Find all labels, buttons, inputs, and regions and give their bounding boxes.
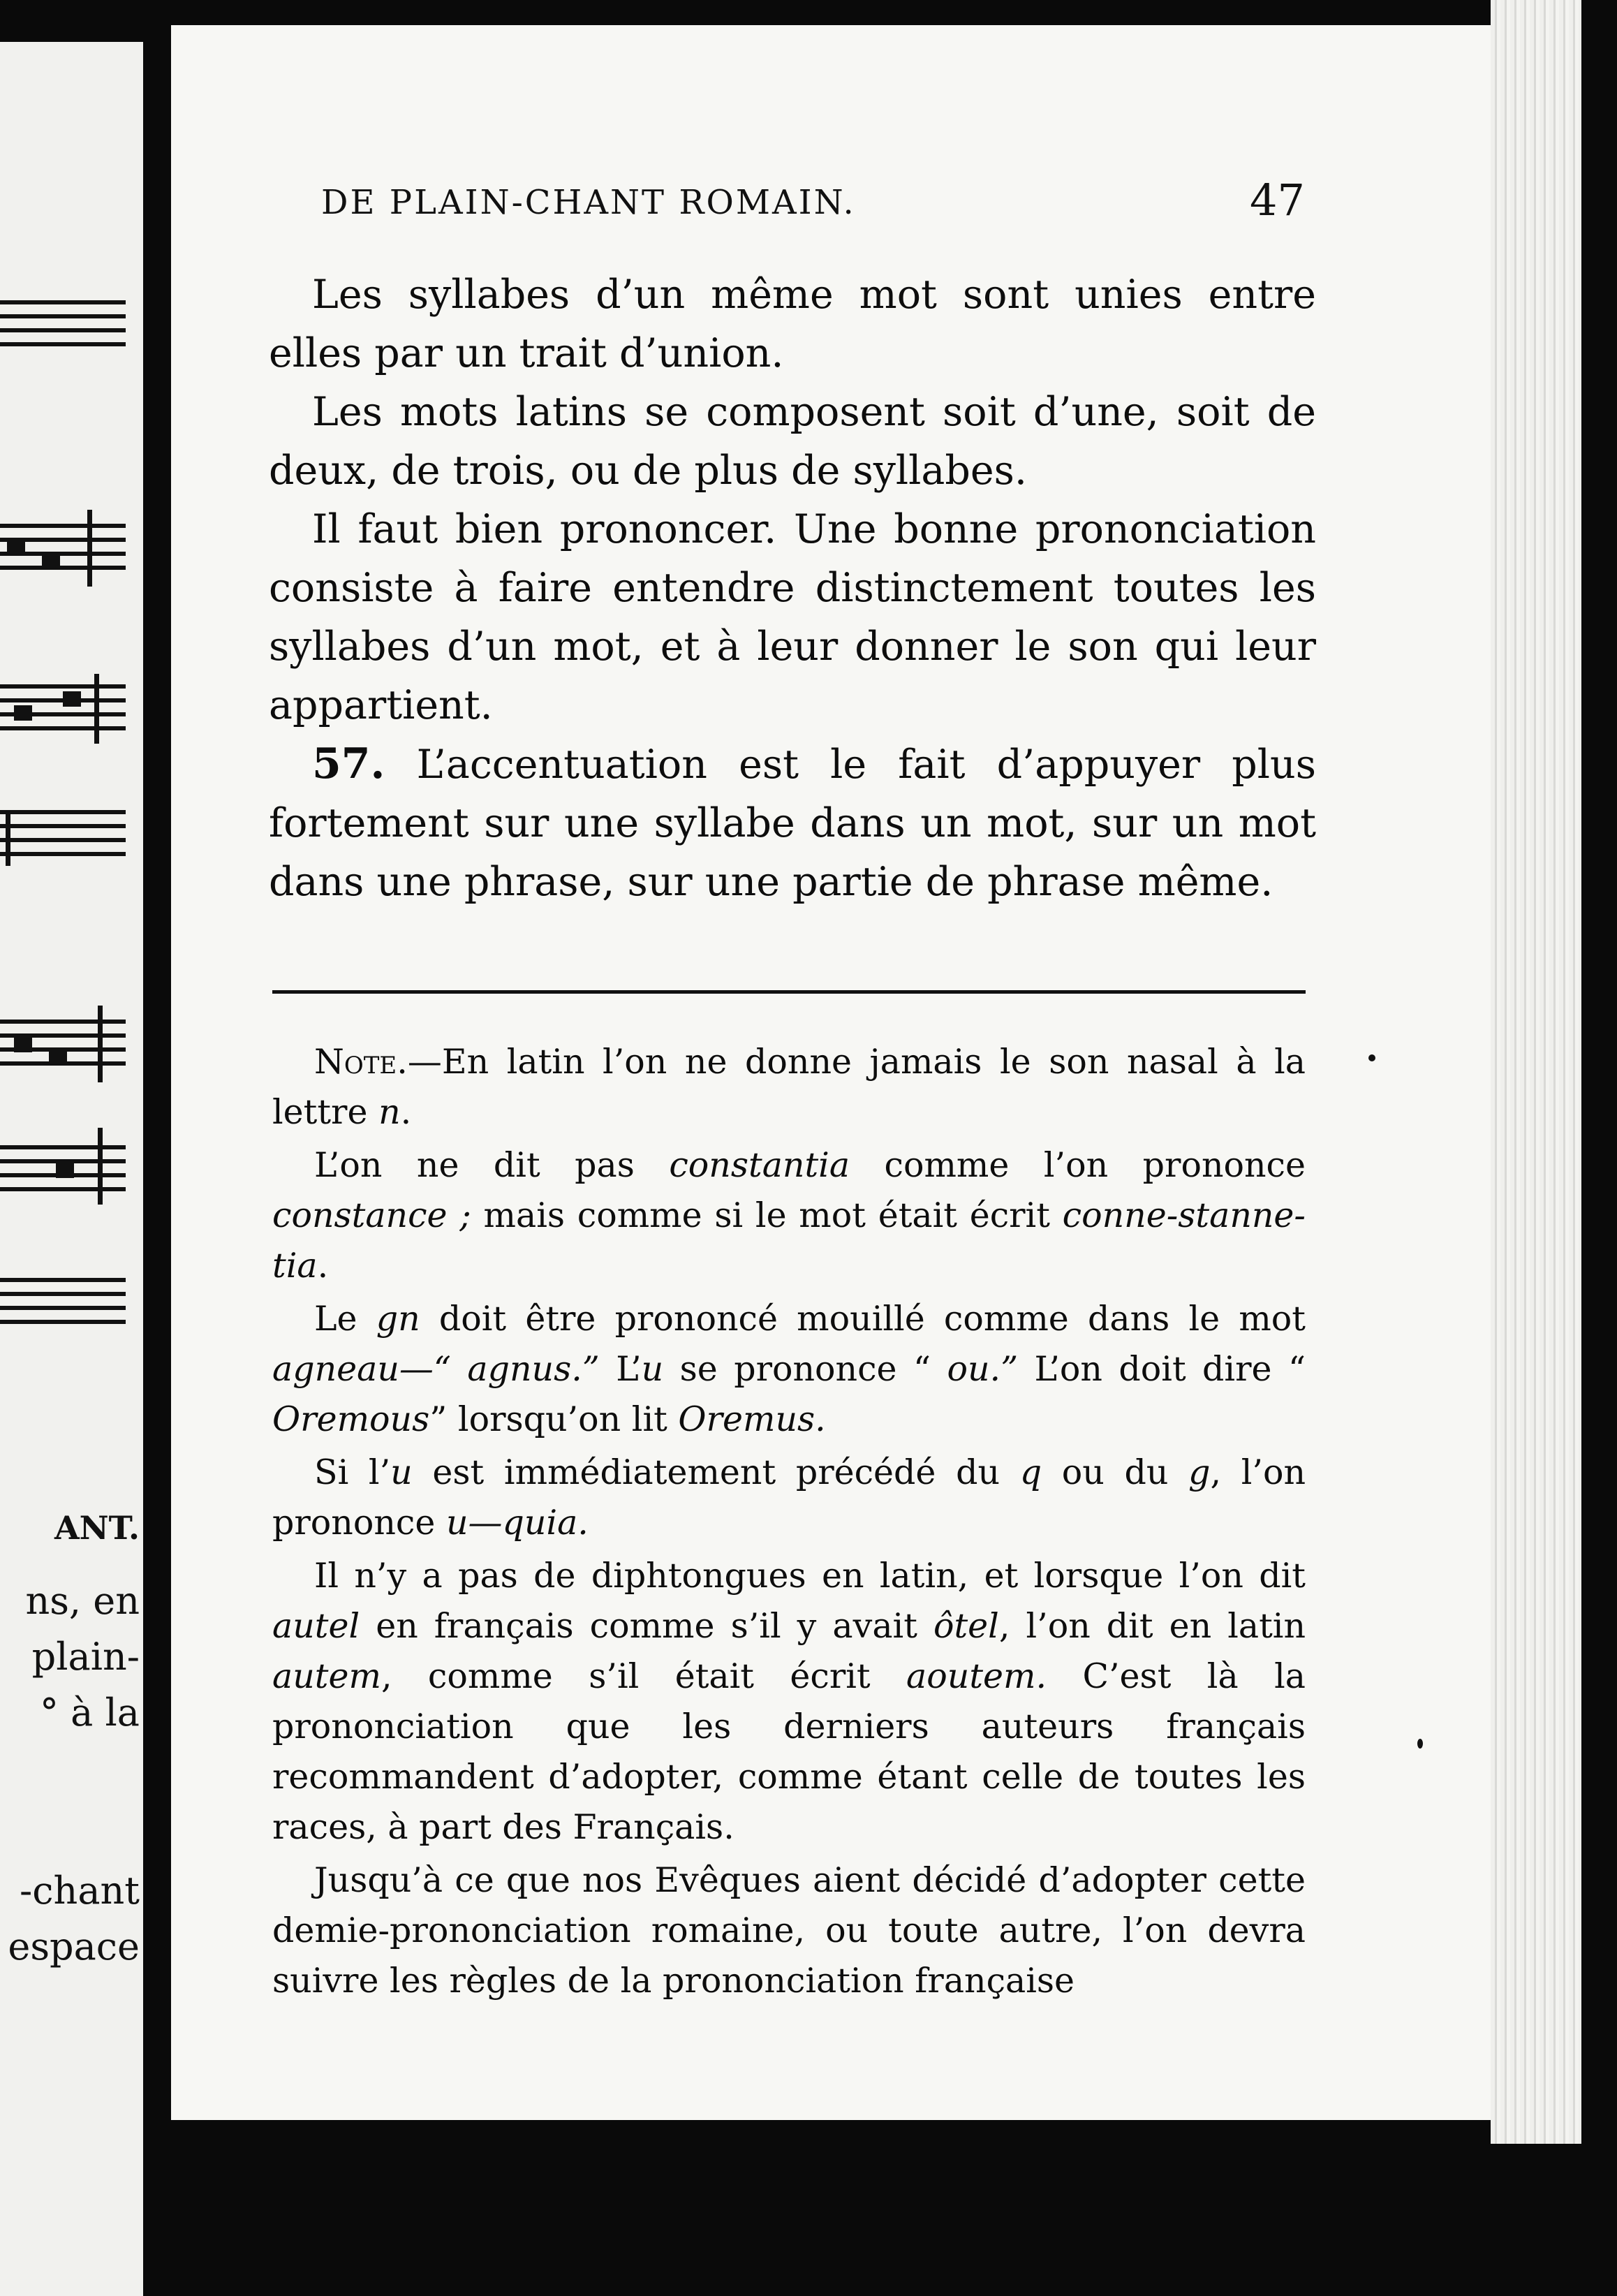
paragraph-text: L’accentuation est le fait d’appuyer plus fortement sur une syllabe dans un mot, sur un mot dans une phrase, sur une partie de phrase même. (269, 742, 1316, 905)
paragraph: Les mots latins se composent soit d’une, soit de deux, de trois, ou de plus de syllabes. (269, 389, 1316, 494)
book-gutter (143, 0, 171, 2296)
body-text (269, 265, 1316, 911)
horizontal-rule (272, 990, 1306, 994)
page-number: 47 (1250, 175, 1305, 226)
note-paragraph: L’on ne dit pas constantia comme l’on prononce constance ; mais comme si le mot était écrit conne-stanne-tia. (272, 1145, 1306, 1286)
note-paragraph: Le gn doit être prononcé mouillé comme dans le mot agneau—“ agnus.” L’u se prononce “ ou.” L’on doit dire “ Oremous” lorsqu’on lit Oremus. (272, 1299, 1306, 1439)
music-staff (0, 524, 126, 580)
left-page-fragment: plain- (31, 1635, 140, 1679)
music-staff (0, 684, 126, 740)
music-staff (0, 1278, 126, 1334)
music-staff (0, 300, 126, 356)
left-page-fragment: espace (8, 1925, 140, 1968)
section-number: 57. (312, 739, 385, 788)
paragraph: Les syllabes d’un même mot sont unies entre elles par un trait d’union. (269, 272, 1316, 376)
ink-speck (1417, 1739, 1423, 1749)
note-block (272, 1037, 1306, 2009)
left-page-fragment: ns, en (25, 1579, 140, 1623)
note-paragraph: Jusqu’à ce que nos Evêques aient décidé d’adopter cette demie-prononciation romaine, ou toute autre, l’on devra suivre les règles de la prononciation française (272, 1860, 1306, 2001)
note-label: Note. (314, 1042, 408, 1082)
paragraph-57 (269, 735, 1316, 911)
ink-speck (1368, 1054, 1375, 1061)
left-page-fragment: ° à la (40, 1691, 140, 1735)
note-paragraph: Si l’u est immédiatement précédé du q ou du g, l’on prononce u—quia. (272, 1452, 1306, 1543)
note-paragraph: Note.—En latin l’on ne donne jamais le son nasal à la lettre n. (272, 1042, 1306, 1132)
music-staff (0, 810, 126, 866)
left-page-fragment: -chant (20, 1869, 140, 1913)
music-staff (0, 1145, 126, 1201)
page-edges (1491, 0, 1581, 2144)
left-facing-page (0, 42, 143, 2296)
paragraph: Il faut bien prononcer. Une bonne prononciation consiste à faire entendre distinctement toutes les syllabes d’un mot, et à leur donner le son qui leur appartient. (269, 506, 1316, 728)
music-staff (0, 1020, 126, 1075)
running-head: DE PLAIN-CHANT ROMAIN. (321, 183, 856, 222)
note-paragraph: Il n’y a pas de diphtongues en latin, et lorsque l’on dit autel en français comme s’il y avait ôtel, l’on dit en latin autem, comme s’il était écrit aoutem. C’est là la prononciation que les derniers auteurs français recommandent d’adopter, comme étant celle de toutes les races, à part des Français. (272, 1556, 1306, 1847)
left-page-fragment: ANT. (54, 1509, 140, 1547)
